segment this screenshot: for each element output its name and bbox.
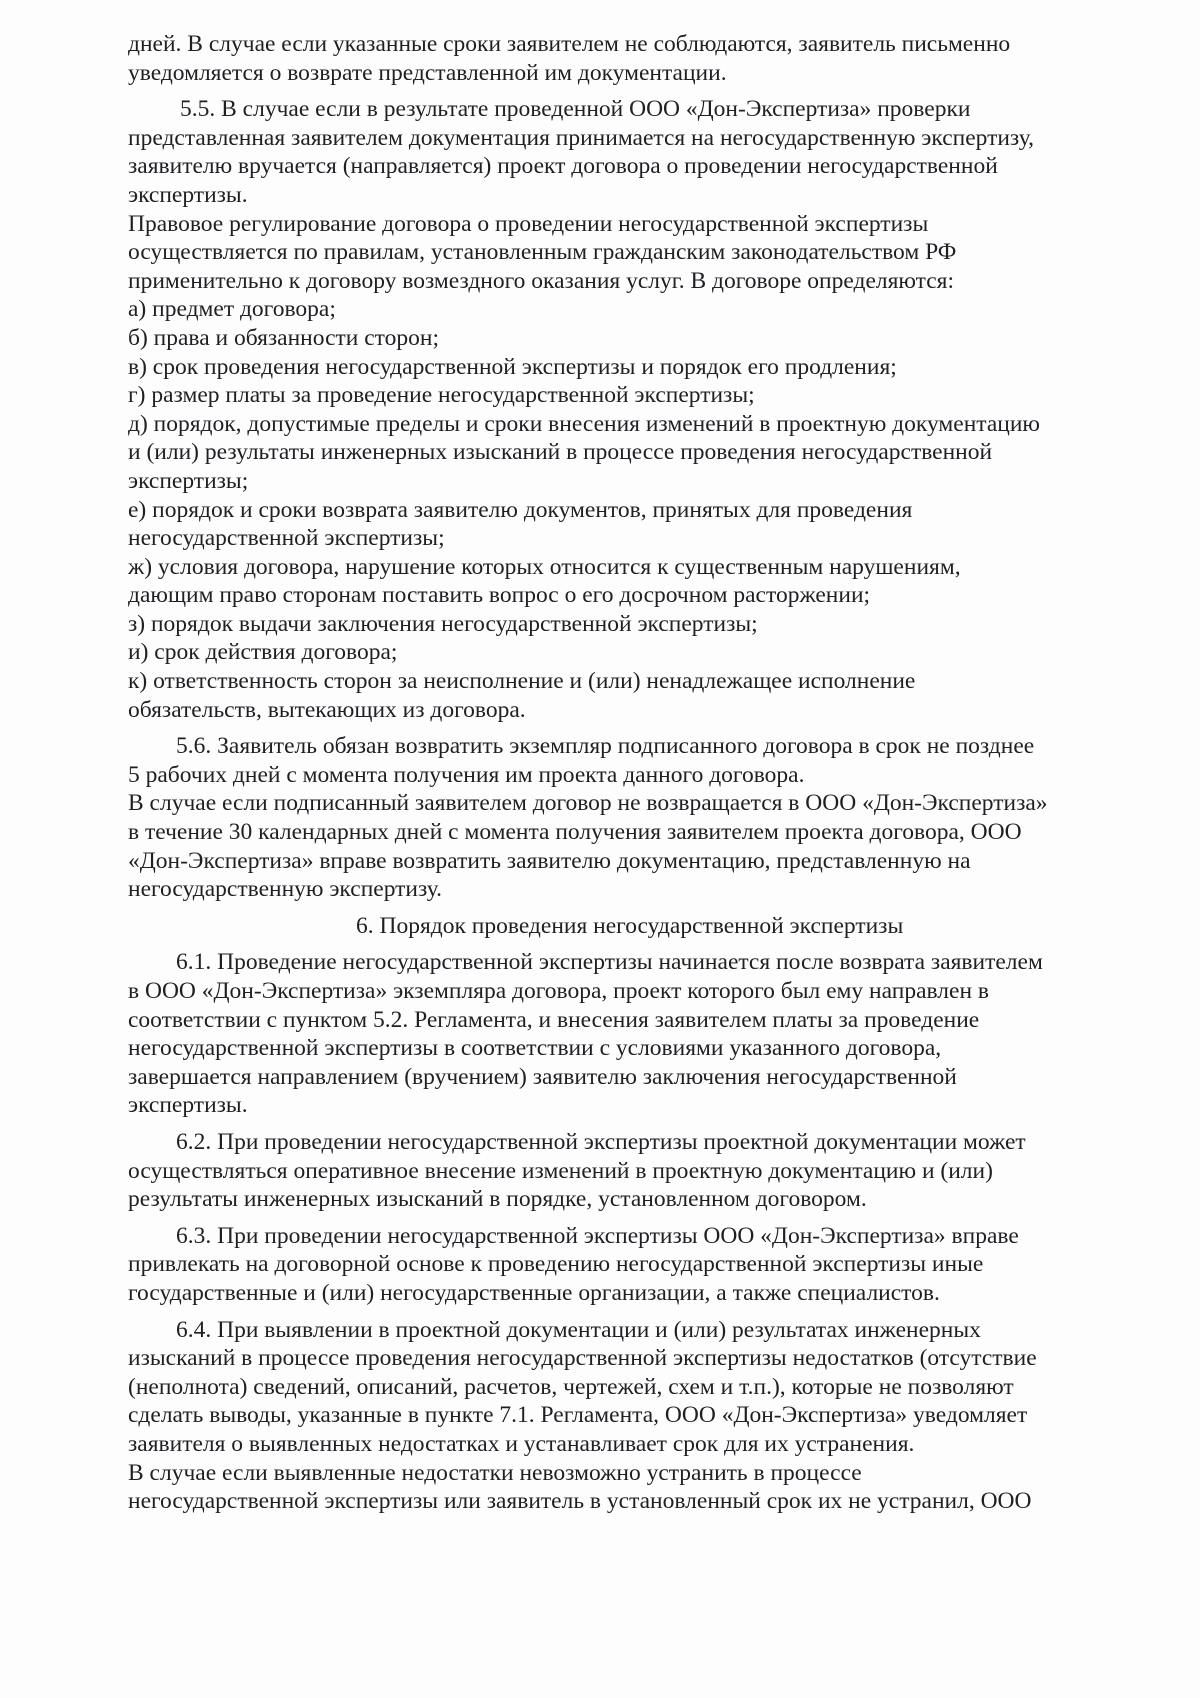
text-line: дающим право сторонам поставить вопрос о его досрочном расторжении; <box>128 582 871 609</box>
clause-6-1: 6.1. Проведение негосударственной экспертизы начинается после возврата заявителем <box>176 949 1043 976</box>
text-line: и (или) результаты инженерных изысканий в процессе проведения негосударственной <box>128 439 993 466</box>
text-line: экспертизы. <box>128 181 248 208</box>
text-line: (неполнота) сведений, описаний, расчетов, чертежей, схем и т.п.), которые не позволяют <box>128 1373 1014 1400</box>
text-line: изысканий в процессе проведения негосударственной экспертизы недостатков (отсутствие <box>128 1345 1037 1372</box>
text-line: в течение 30 календарных дней с момента получения заявителем проекта договора, ООО <box>128 819 1022 846</box>
text-line: заявителю вручается (направляется) проект договора о проведении негосударственной <box>128 153 998 180</box>
text-line: сделать выводы, указанные в пункте 7.1. Регламента, ООО «Дон-Экспертиза» уведомляет <box>128 1402 1028 1429</box>
list-item: з) порядок выдачи заключения негосударственной экспертизы; <box>128 610 758 637</box>
text-line: представленная заявителем документация принимается на негосударственную экспертизу, <box>128 124 1034 151</box>
text-line: результаты инженерных изысканий в порядке, установленном договором. <box>128 1186 867 1213</box>
text-line: негосударственной экспертизы; <box>128 525 445 552</box>
text-line: «Дон-Экспертиза» вправе возвратить заявителю документацию, представленную на <box>128 847 971 874</box>
text-line: осуществляется по правилам, установленным гражданским законодательством РФ <box>128 239 957 266</box>
clause-6-4: 6.4. При выявлении в проектной документации и (или) результатах инженерных <box>176 1316 981 1343</box>
text-line: В случае если выявленные недостатки невозможно устранить в процессе <box>128 1459 862 1486</box>
text-line: применительно к договору возмездного оказания услуг. В договоре определяются: <box>128 267 954 294</box>
clause-5-6: 5.6. Заявитель обязан возвратить экземпляр подписанного договора в срок не позднее <box>176 733 1035 760</box>
text-line: негосударственной экспертизы или заявитель в установленный срок их не устранил, ООО <box>128 1488 1032 1515</box>
text-line: осуществляться оперативное внесение изменений в проектную документацию и (или) <box>128 1157 993 1184</box>
text-line: экспертизы; <box>128 467 249 494</box>
text-line: привлекать на договорной основе к проведению негосударственной экспертизы иные <box>128 1251 984 1278</box>
clause-6-2: 6.2. При проведении негосударственной экспертизы проектной документации может <box>176 1128 1026 1155</box>
text-line: завершается направлением (вручением) заявителю заключения негосударственной <box>128 1063 957 1090</box>
list-item: в) срок проведения негосударственной экспертизы и порядок его продления; <box>128 353 897 380</box>
list-item: ж) условия договора, нарушение которых относится к существенным нарушениям, <box>128 553 961 580</box>
document-body <box>128 30 1158 1516</box>
text-line: негосударственной экспертизы в соответствии с условиями указанного договора, <box>128 1035 942 1062</box>
text-line: соответствии с пунктом 5.2. Регламента, и внесения заявителем платы за проведение <box>128 1006 980 1033</box>
list-item: г) размер платы за проведение негосударственной экспертизы; <box>128 382 755 409</box>
text-line: обязательств, вытекающих из договора. <box>128 696 526 723</box>
list-item: б) права и обязанности сторон; <box>128 324 439 351</box>
text-line: государственные и (или) негосударственные организации, а также специалистов. <box>128 1279 940 1306</box>
text-line: в ООО «Дон-Экспертиза» экземпляра договора, проект которого был ему направлен в <box>128 978 989 1004</box>
text-line: экспертизы. <box>128 1092 248 1119</box>
text-line: негосударственную экспертизу. <box>128 876 443 903</box>
text-line: 5 рабочих дней с момента получения им проекта данного договора. <box>128 761 805 788</box>
section-6-heading: 6. Порядок проведения негосударственной экспертизы <box>356 912 904 939</box>
list-item: е) порядок и сроки возврата заявителю документов, принятых для проведения <box>128 496 913 523</box>
text-line: дней. В случае если указанные сроки заявителем не соблюдаются, заявитель письменно <box>128 31 1011 57</box>
list-item: к) ответственность сторон за неисполнение и (или) ненадлежащее исполнение <box>128 668 916 695</box>
text-line: Правовое регулирование договора о проведении негосударственной экспертизы <box>128 210 929 237</box>
list-item: а) предмет договора; <box>128 296 336 323</box>
clause-6-3: 6.3. При проведении негосударственной экспертизы ООО «Дон-Экспертиза» вправе <box>176 1222 1019 1249</box>
text-line: В случае если подписанный заявителем договор не возвращается в ООО «Дон-Экспертиза» <box>128 790 1048 817</box>
text-line: заявителя о выявленных недостатках и устанавливает срок для их устранения. <box>128 1430 915 1457</box>
list-item: д) порядок, допустимые пределы и сроки внесения изменений в проектную документацию <box>128 410 1040 437</box>
clause-5-5: 5.5. В случае если в результате проведенной ООО «Дон-Экспертиза» проверки <box>180 96 971 123</box>
text-line: уведомляется о возврате представленной им документации. <box>128 59 727 86</box>
list-item: и) срок действия договора; <box>128 639 398 666</box>
